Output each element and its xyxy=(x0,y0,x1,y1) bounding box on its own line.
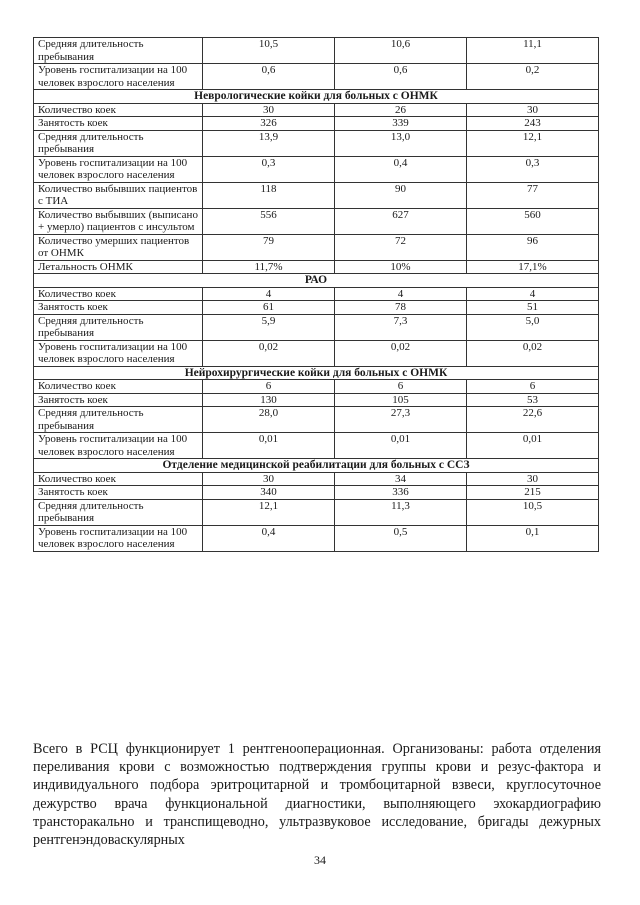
value-cell: 0,01 xyxy=(203,433,335,459)
section-header-row xyxy=(34,459,599,473)
section-title: Отделение медицинской реабилитации для больных с ССЗ xyxy=(34,459,599,473)
page-number: 34 xyxy=(314,853,326,867)
value-cell: 0,1 xyxy=(467,525,599,551)
value-cell: 0,02 xyxy=(467,340,599,366)
row-label: Количество выбывших пациентов с ТИА xyxy=(34,182,203,208)
row-label: Количество коек xyxy=(34,287,203,301)
value-cell: 53 xyxy=(467,393,599,407)
table-row xyxy=(34,260,599,274)
table-row xyxy=(34,499,599,525)
row-label: Уровень госпитализации на 100 человек взрослого населения xyxy=(34,156,203,182)
value-cell: 5,0 xyxy=(467,314,599,340)
table-row xyxy=(34,208,599,234)
section-header-row xyxy=(34,90,599,104)
value-cell: 17,1% xyxy=(467,260,599,274)
statistics-table-container xyxy=(33,37,598,552)
value-cell: 0,6 xyxy=(335,64,467,90)
value-cell: 215 xyxy=(467,486,599,500)
value-cell: 0,3 xyxy=(203,156,335,182)
value-cell: 30 xyxy=(203,103,335,117)
table-row xyxy=(34,287,599,301)
row-label: Количество выбывших (выписано + умерло) пациентов с инсультом xyxy=(34,208,203,234)
value-cell: 0,4 xyxy=(335,156,467,182)
value-cell: 27,3 xyxy=(335,407,467,433)
value-cell: 5,9 xyxy=(203,314,335,340)
row-label: Занятость коек xyxy=(34,301,203,315)
value-cell: 30 xyxy=(203,472,335,486)
row-label: Занятость коек xyxy=(34,117,203,131)
value-cell: 340 xyxy=(203,486,335,500)
value-cell: 30 xyxy=(467,103,599,117)
table-row xyxy=(34,380,599,394)
value-cell: 34 xyxy=(335,472,467,486)
value-cell: 627 xyxy=(335,208,467,234)
table-row xyxy=(34,64,599,90)
value-cell: 61 xyxy=(203,301,335,315)
value-cell: 105 xyxy=(335,393,467,407)
row-label: Средняя длительность пребывания xyxy=(34,38,203,64)
row-label: Средняя длительность пребывания xyxy=(34,407,203,433)
value-cell: 10,6 xyxy=(335,38,467,64)
table-row xyxy=(34,472,599,486)
row-label: Средняя длительность пребывания xyxy=(34,314,203,340)
value-cell: 118 xyxy=(203,182,335,208)
value-cell: 4 xyxy=(467,287,599,301)
value-cell: 13,9 xyxy=(203,130,335,156)
value-cell: 326 xyxy=(203,117,335,131)
section-title: Нейрохирургические койки для больных с ОНМК xyxy=(34,366,599,380)
section-header-row xyxy=(34,366,599,380)
value-cell: 10% xyxy=(335,260,467,274)
statistics-table-body xyxy=(34,38,599,552)
value-cell: 130 xyxy=(203,393,335,407)
value-cell: 28,0 xyxy=(203,407,335,433)
table-row xyxy=(34,38,599,64)
value-cell: 6 xyxy=(335,380,467,394)
row-label: Уровень госпитализации на 100 человек взрослого населения xyxy=(34,340,203,366)
table-row xyxy=(34,314,599,340)
table-row xyxy=(34,103,599,117)
table-row xyxy=(34,182,599,208)
row-label: Уровень госпитализации на 100 человек взрослого населения xyxy=(34,64,203,90)
value-cell: 336 xyxy=(335,486,467,500)
row-label: Количество коек xyxy=(34,380,203,394)
value-cell: 30 xyxy=(467,472,599,486)
table-row xyxy=(34,525,599,551)
row-label: Уровень госпитализации на 100 человек взрослого населения xyxy=(34,525,203,551)
row-label: Уровень госпитализации на 100 человек взрослого населения xyxy=(34,433,203,459)
value-cell: 0,3 xyxy=(467,156,599,182)
value-cell: 243 xyxy=(467,117,599,131)
value-cell: 0,4 xyxy=(203,525,335,551)
table-row xyxy=(34,117,599,131)
value-cell: 560 xyxy=(467,208,599,234)
value-cell: 0,5 xyxy=(335,525,467,551)
value-cell: 6 xyxy=(467,380,599,394)
body-paragraph: Всего в РСЦ функционирует 1 рентгенооперационная. Организованы: работа отделения переливания крови с возможностью подтверждения группы крови и резус-фактора и индивидуального подбора эритроцитарной и тромбоцитарной взвеси, круглосуточное дежурство врача функциональной диагностики, выполняющего эхокардиографию трансторакально и транспищеводно, ультразвуковое исследование, бригады дежурных рентгенэндоваскулярных xyxy=(33,741,601,849)
value-cell: 0,6 xyxy=(203,64,335,90)
value-cell: 0,02 xyxy=(203,340,335,366)
value-cell: 13,0 xyxy=(335,130,467,156)
table-row xyxy=(34,234,599,260)
value-cell: 10,5 xyxy=(203,38,335,64)
value-cell: 0,01 xyxy=(467,433,599,459)
value-cell: 0,01 xyxy=(335,433,467,459)
value-cell: 339 xyxy=(335,117,467,131)
value-cell: 556 xyxy=(203,208,335,234)
value-cell: 11,1 xyxy=(467,38,599,64)
table-row xyxy=(34,433,599,459)
table-row xyxy=(34,393,599,407)
table-row xyxy=(34,156,599,182)
value-cell: 4 xyxy=(335,287,467,301)
row-label: Средняя длительность пребывания xyxy=(34,130,203,156)
value-cell: 22,6 xyxy=(467,407,599,433)
table-row xyxy=(34,301,599,315)
row-label: Количество коек xyxy=(34,103,203,117)
value-cell: 51 xyxy=(467,301,599,315)
value-cell: 90 xyxy=(335,182,467,208)
table-row xyxy=(34,130,599,156)
row-label: Занятость коек xyxy=(34,486,203,500)
section-title: Неврологические койки для больных с ОНМК xyxy=(34,90,599,104)
section-title: РАО xyxy=(34,274,599,288)
value-cell: 10,5 xyxy=(467,499,599,525)
value-cell: 12,1 xyxy=(467,130,599,156)
table-row xyxy=(34,486,599,500)
value-cell: 26 xyxy=(335,103,467,117)
table-row xyxy=(34,340,599,366)
row-label: Количество умерших пациентов от ОНМК xyxy=(34,234,203,260)
value-cell: 77 xyxy=(467,182,599,208)
value-cell: 79 xyxy=(203,234,335,260)
value-cell: 78 xyxy=(335,301,467,315)
section-header-row xyxy=(34,274,599,288)
value-cell: 96 xyxy=(467,234,599,260)
value-cell: 7,3 xyxy=(335,314,467,340)
value-cell: 4 xyxy=(203,287,335,301)
table-row xyxy=(34,407,599,433)
value-cell: 0,2 xyxy=(467,64,599,90)
row-label: Занятость коек xyxy=(34,393,203,407)
statistics-table xyxy=(33,37,599,552)
value-cell: 0,02 xyxy=(335,340,467,366)
value-cell: 6 xyxy=(203,380,335,394)
value-cell: 12,1 xyxy=(203,499,335,525)
value-cell: 11,3 xyxy=(335,499,467,525)
value-cell: 72 xyxy=(335,234,467,260)
row-label: Количество коек xyxy=(34,472,203,486)
row-label: Средняя длительность пребывания xyxy=(34,499,203,525)
row-label: Летальность ОНМК xyxy=(34,260,203,274)
value-cell: 11,7% xyxy=(203,260,335,274)
